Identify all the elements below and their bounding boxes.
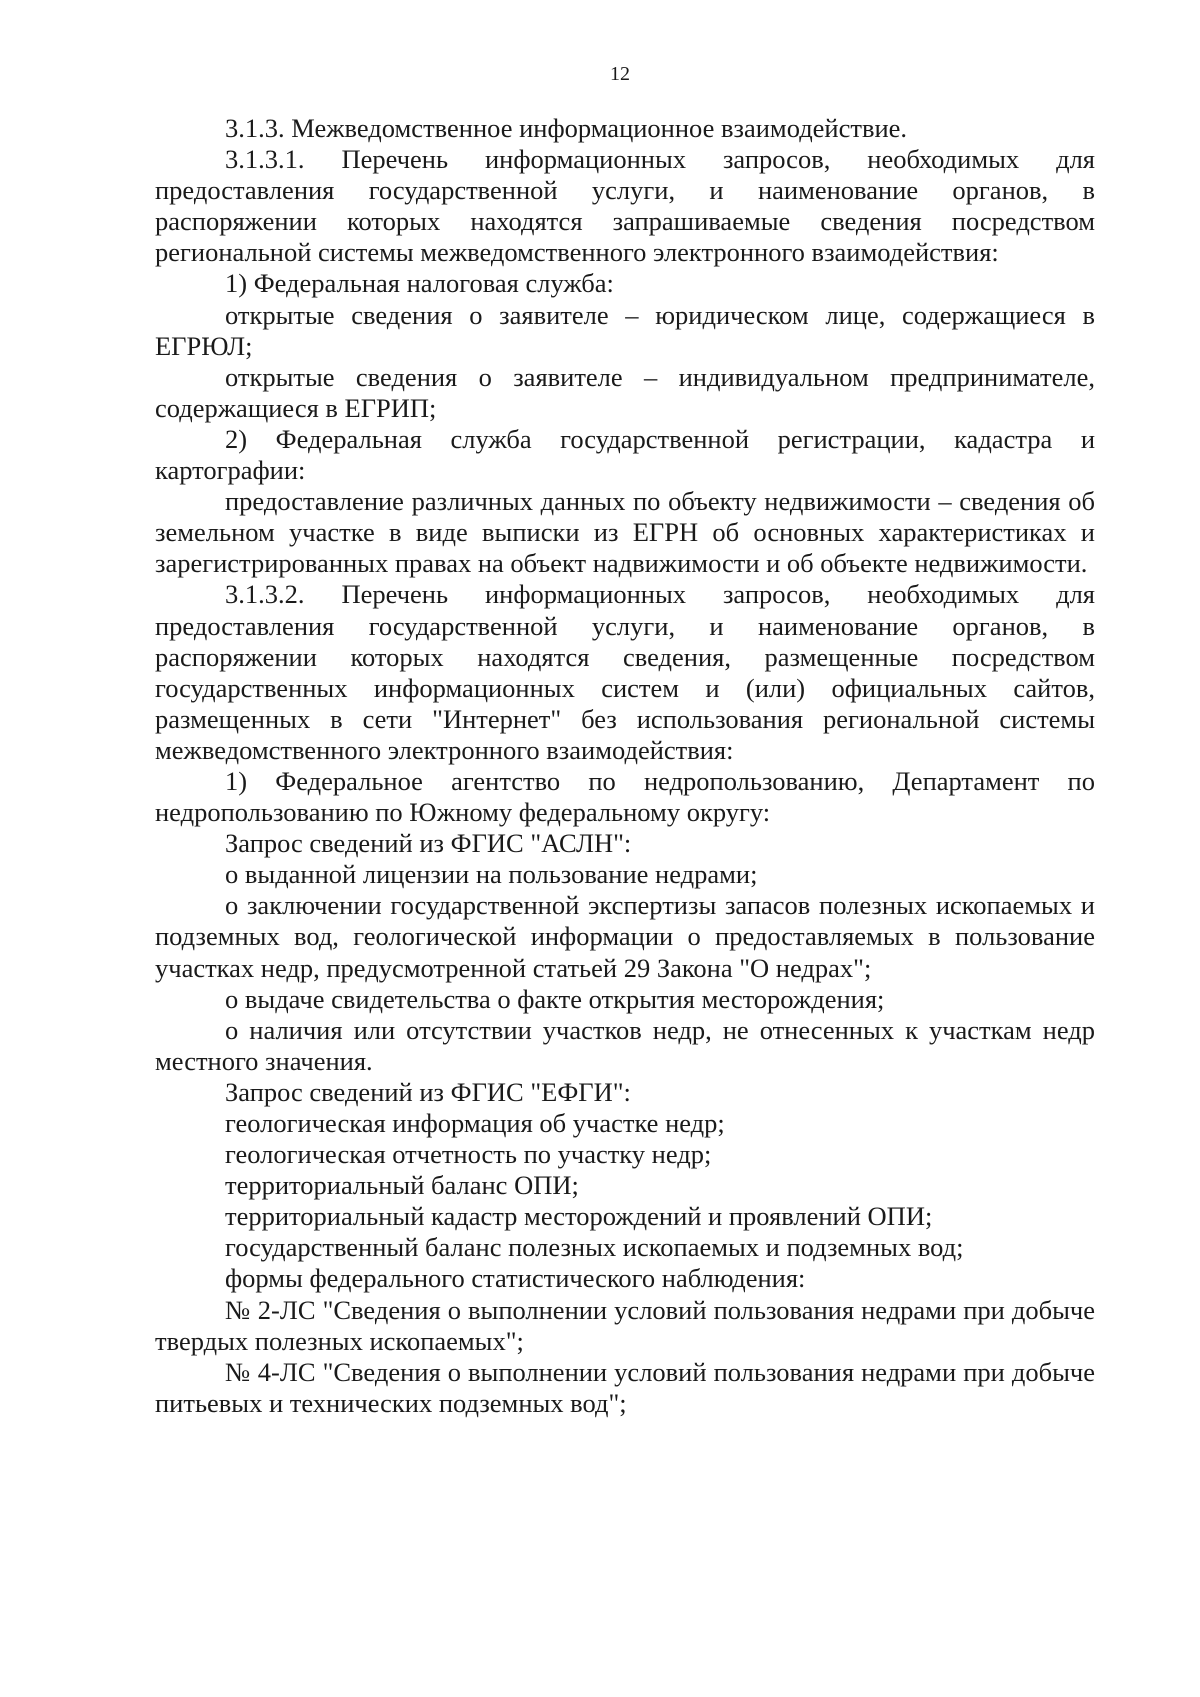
- paragraph-certificate: о выдаче свидетельства о факте открытия месторождения;: [225, 983, 885, 1014]
- paragraph-fns: 1) Федеральная налоговая служба:: [225, 268, 614, 299]
- paragraph-rosreestr: 2) Федеральная служба государственной регистрации, кадастра и картографии:: [155, 423, 1095, 486]
- paragraph-expertise: о заключении государственной экспертизы запасов полезных ископаемых и подземных вод, геологической информации о предоставляемых в пользование участках недр, предусмотренной статьей 29 Закона "О недрах";: [155, 890, 1095, 983]
- paragraph-local-plots: о наличия или отсутствии участков недр, не отнесенных к участкам недр местного значения.: [155, 1014, 1095, 1076]
- paragraph-stat-forms: формы федерального статистического наблюдения:: [225, 1263, 806, 1294]
- paragraph-form-4ls: № 4-ЛС "Сведения о выполнении условий пользования недрами при добыче питьевых и технических подземных вод";: [155, 1356, 1095, 1418]
- paragraph-efgi-request: Запрос сведений из ФГИС "ЕФГИ":: [225, 1076, 631, 1107]
- paragraph-3-1-3-1: 3.1.3.1. Перечень информационных запросов, необходимых для предоставления государственной услуги, и наименование органов, в распоряжении которых находятся запрашиваемые сведения посредством региональной системы межведомственного электронного взаимодействия:: [155, 144, 1095, 268]
- paragraph-geo-info: геологическая информация об участке недр;: [225, 1108, 725, 1138]
- paragraph-egrul: открытые сведения о заявителе – юридическом лице, содержащиеся в ЕГРЮЛ;: [155, 299, 1095, 361]
- paragraph-terr-cadastre: территориальный кадастр месторождений и проявлений ОПИ;: [225, 1201, 933, 1232]
- paragraph-3-1-3-2: 3.1.3.2. Перечень информационных запросов, необходимых для предоставления государственной услуги, и наименование органов, в распоряжении которых находятся сведения, размещенные посредством государственных информационных систем и (или) официальных сайтов, размещенных в сети "Интернет" без использования региональной системы межведомственного электронного взаимодействия:: [155, 579, 1095, 765]
- paragraph-egrip: открытые сведения о заявителе – индивидуальном предпринимателе, содержащиеся в ЕГРИП;: [155, 361, 1095, 423]
- section-heading-3-1-3: 3.1.3. Межведомственное информационное взаимодействие.: [225, 113, 908, 143]
- paragraph-terr-balance: территориальный баланс ОПИ;: [225, 1170, 579, 1201]
- paragraph-form-2ls: № 2-ЛС "Сведения о выполнении условий пользования недрами при добыче твердых полезных ископаемых";: [155, 1294, 1095, 1356]
- paragraph-state-balance: государственный баланс полезных ископаемых и подземных вод;: [225, 1232, 964, 1263]
- paragraph-geo-report: геологическая отчетность по участку недр;: [225, 1139, 712, 1170]
- paragraph-rosnedra: 1) Федеральное агентство по недропользованию, Департамент по недропользованию по Южному федеральному округу:: [155, 765, 1095, 828]
- document-body: [155, 113, 1095, 1419]
- paragraph-egrn: предоставление различных данных по объекту недвижимости – сведения об земельном участке в виде выписки из ЕГРН об основных характеристиках и зарегистрированных правах на объект надвижимости и об объекте недвижимости.: [155, 486, 1095, 579]
- paragraph-license: о выданной лицензии на пользование недрами;: [225, 859, 758, 890]
- page-number: 12: [610, 63, 630, 85]
- paragraph-asln-request: Запрос сведений из ФГИС "АСЛН":: [225, 828, 632, 859]
